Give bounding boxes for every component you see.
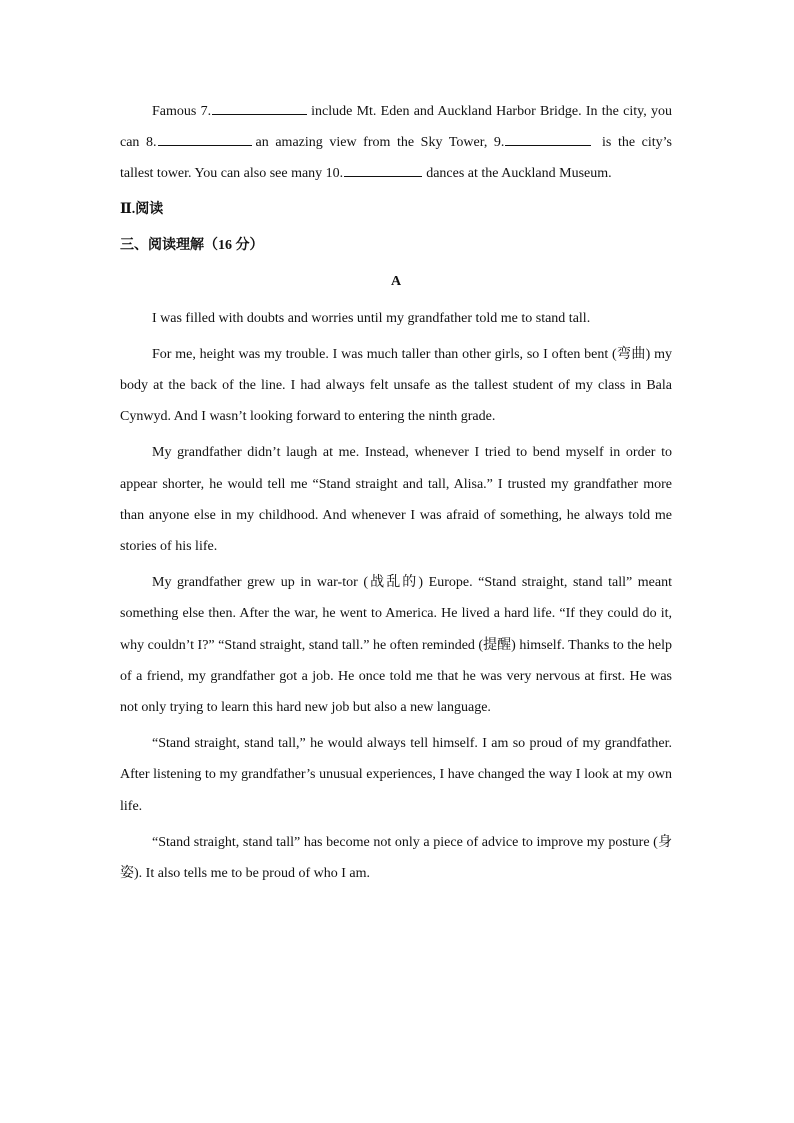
paragraph-3: My grandfather didn’t laugh at me. Instead, whenever I tried to bend myself in order to appear shorter, he would tell me “Stand straight and tall, Alisa.” I trusted my grandfather more than anyone else in my childhood. And whenever I was afraid of something, he always told me stories of his life.	[120, 445, 672, 555]
blank-10[interactable]	[344, 161, 422, 177]
fill-in-tallest: is the city’s tallest tower. You can also see many 10.	[120, 135, 672, 182]
paragraph-4: My grandfather grew up in war-tor (战乱的) Europe. “Stand straight, stand tall” meant something else then. After the war, he went to America. He lived a hard life. “If they could do it, why couldn’t I?” “Stand straight, stand tall.” he often reminded (提醒) himself. Thanks to the help of a friend, my grandfather got a job. He once told me that he was very nervous at first. He was not only trying to learn this hard new job but also a new language.	[120, 575, 672, 716]
blank-9[interactable]	[505, 130, 591, 146]
fill-in-dances: dances at the Auckland Museum.	[426, 166, 612, 182]
blank-7[interactable]	[212, 99, 307, 115]
blank-8[interactable]	[158, 130, 252, 146]
page-content	[120, 96, 672, 894]
fill-in-paragraph	[120, 96, 672, 190]
part-title: 三、阅读理解（16 分）	[120, 237, 264, 253]
section-title: Ⅱ.阅读	[120, 201, 164, 217]
fill-in-view: an amazing view from the Sky Tower, 9.	[255, 135, 505, 151]
paragraph-6: “Stand straight, stand tall” has become not only a piece of advice to improve my posture (身姿). It also tells me to be proud of who I am.	[120, 834, 672, 882]
fill-in-famous: Famous 7.	[152, 104, 212, 119]
paragraph-1: I was filled with doubts and worries until my grandfather told me to stand tall.	[152, 310, 591, 326]
paragraph-5: “Stand straight, stand tall,” he would always tell himself. I am so proud of my grandfather. After listening to my grandfather’s unusual experiences, I have changed the way I look at my own life.	[120, 736, 672, 814]
passage-label: A	[390, 273, 402, 289]
paragraph-2: For me, height was my trouble. I was much taller than other girls, so I often bent (弯曲) my body at the back of the line. I had always felt unsafe as the tallest student of my class in Bala Cynwyd. And I wasn’t looking forward to entering the ninth grade.	[120, 346, 672, 425]
fill-in-include: include Mt. Eden and Auckland Harbor Bridge. In the city, you can 8.	[120, 104, 673, 151]
